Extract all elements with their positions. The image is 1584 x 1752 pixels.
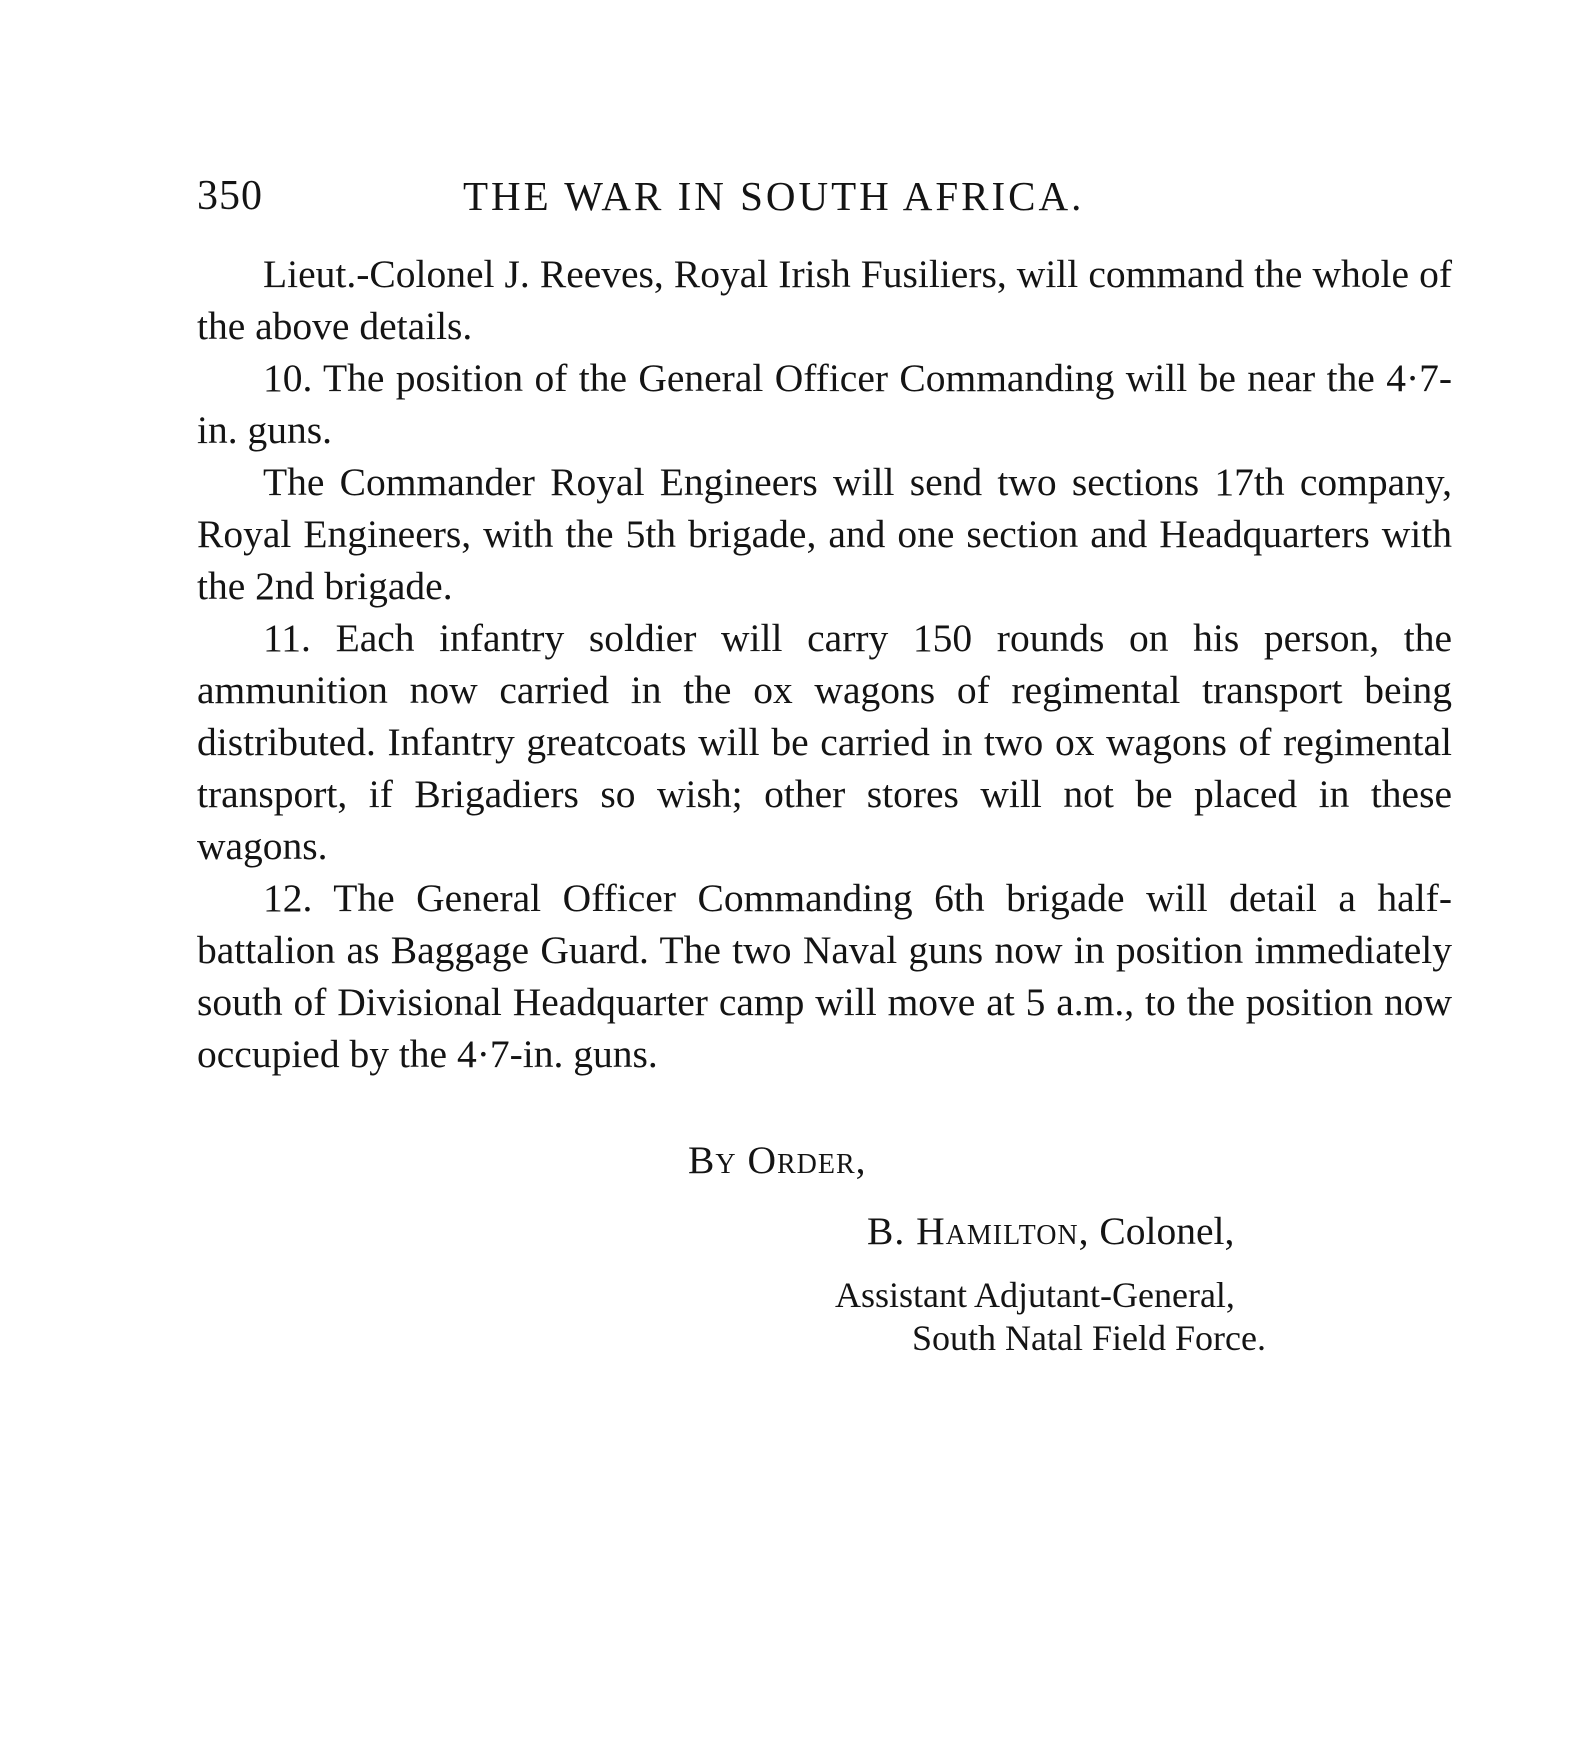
paragraph-11-infantry-ammunition: 11. Each infantry soldier will carry 150 rounds on his person, the ammunition now carried in the ox wagons of regimental transport being distributed. Infantry greatcoats will be carried in two ox wagons of regimental transport, if Brigadiers so wish; other stores will not be placed in these wagons.	[197, 616, 1452, 868]
paragraph-10-general-position: 10. The position of the General Officer Commanding will be near the 4·7-in. guns.	[197, 356, 1452, 452]
by-order: By Order,	[688, 1138, 867, 1182]
page-header	[197, 166, 1467, 226]
paragraph-12-baggage-guard: 12. The General Officer Commanding 6th brigade will detail a half-battalion as Baggage Guard. The two Naval guns now in position immediately south of Divisional Headquarter camp will move at 5 a.m., to the position now occupied by the 4·7-in. guns.	[197, 876, 1452, 1076]
signatory-unit: South Natal Field Force.	[912, 1318, 1266, 1358]
signatory-rank: Colonel,	[1099, 1209, 1235, 1253]
running-head: THE WAR IN SOUTH AFRICA.	[463, 173, 1085, 219]
signature-line	[867, 1205, 1234, 1257]
signatory-name: B. Hamilton,	[867, 1209, 1090, 1253]
paragraph-reeves-command: Lieut.-Colonel J. Reeves, Royal Irish Fusiliers, will command the whole of the above details.	[197, 252, 1452, 348]
paragraph-royal-engineers: The Commander Royal Engineers will send two sections 17th company, Royal Engineers, with the 5th brigade, and one section and Headquarters with the 2nd brigade.	[197, 460, 1452, 608]
page-number: 350	[197, 173, 263, 219]
body-text	[197, 248, 1452, 1080]
signatory-title: Assistant Adjutant-General,	[835, 1275, 1235, 1315]
